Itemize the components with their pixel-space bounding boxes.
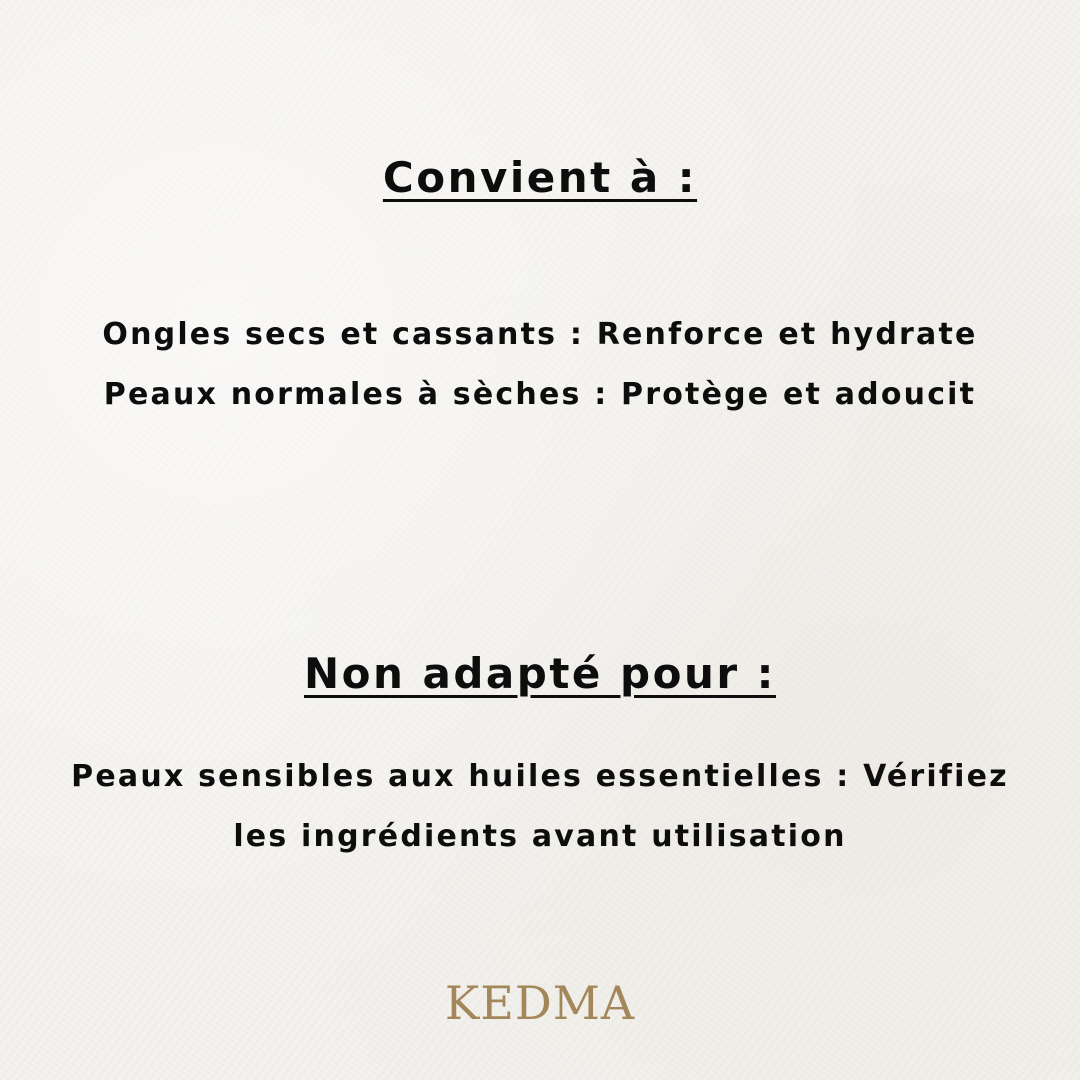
suitable-list	[0, 312, 1080, 432]
suitable-line: Ongles secs et cassants : Renforce et hydrate	[102, 317, 978, 352]
suitable-heading	[0, 152, 1080, 204]
suitable-line: Peaux normales à sèches : Protège et adoucit	[103, 377, 977, 412]
brand-logo: KEDMA	[444, 976, 636, 1030]
not-suitable-line: Peaux sensibles aux huiles essentielles : Vérifiez	[71, 759, 1009, 794]
not-suitable-line: les ingrédients avant utilisation	[233, 819, 847, 854]
not-suitable-heading-text: Non adapté pour :	[304, 649, 776, 698]
suitable-heading-text: Convient à :	[382, 153, 698, 202]
not-suitable-list	[0, 754, 1080, 874]
not-suitable-heading	[0, 648, 1080, 700]
